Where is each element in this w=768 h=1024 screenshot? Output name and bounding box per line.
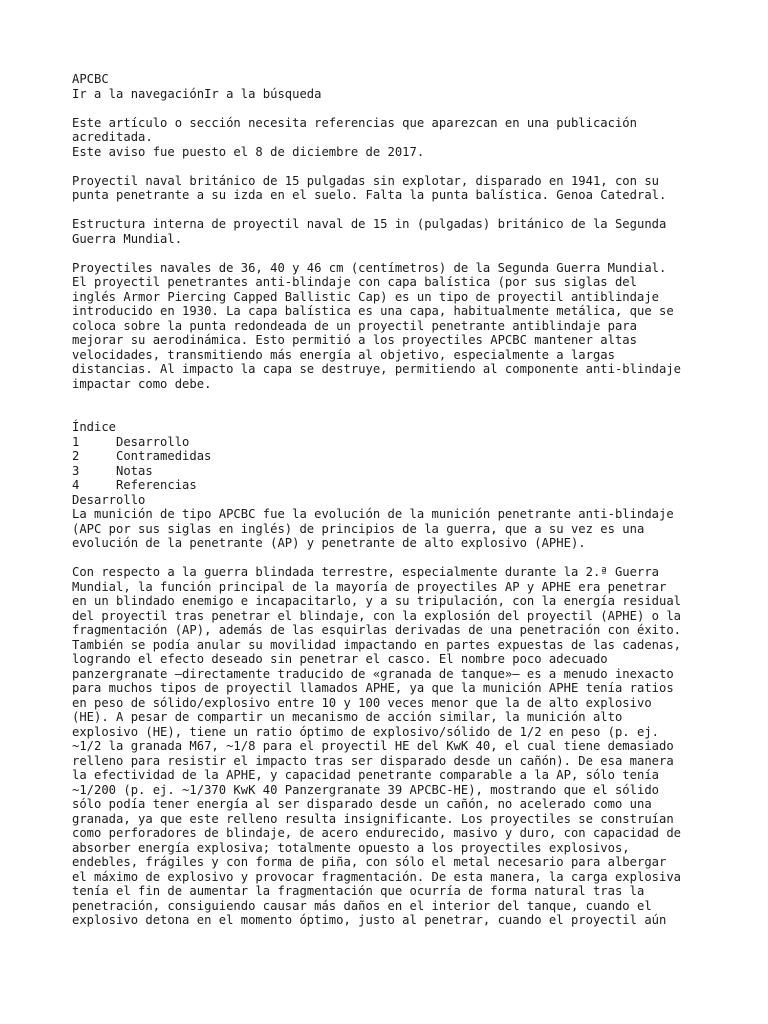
toc-item-referencias[interactable]: [72, 478, 712, 493]
caption-line: Guerra Mundial.: [72, 231, 183, 246]
paragraph-line: en un blindado enemigo e incapacitarlo, y a su tripulación, con la energía residual: [72, 594, 682, 608]
toc-label: Referencias: [116, 478, 197, 492]
section-paragraph-2: [72, 565, 712, 928]
paragraph-line: ~1/200 (p. ej. ~1/370 KwK 40 Panzergranate 39 APCBC-HE), mostrando que el sólido: [72, 782, 659, 797]
paragraph-line: coloca sobre la punta redondeada de un proyectil penetrante antiblindaje para: [72, 318, 637, 333]
intro-paragraph: [72, 261, 712, 392]
paragraph-line: Mundial, la función principal de la mayoría de proyectiles AP y APHE era penetrar: [72, 579, 667, 594]
paragraph-line: mejorar su aerodinámica. Esto permitió a los proyectiles APCBC mantener altas: [72, 333, 637, 347]
toc-number: 1: [72, 434, 80, 449]
document-page: [72, 72, 712, 928]
caption-line: punta penetrante a su izda en el suelo. Falta la punta balística. Genoa Catedral.: [72, 188, 667, 202]
paragraph-line: evolución de la penetrante (AP) y penetrante de alto explosivo (APHE).: [72, 536, 586, 550]
paragraph-line: tenía el fin de aumentar la fragmentación que ocurría de forma natural tras la: [72, 884, 645, 898]
paragraph-line: del proyectil tras penetrar el blindaje, con la explosión del proyectil (APHE) o la: [72, 608, 682, 623]
paragraph-line: penetración, consiguiendo causar más daños en el interior del tanque, cuando el: [72, 898, 652, 913]
paragraph-line: granada, ya que este relleno resulta insignificante. Los proyectiles se construían: [72, 811, 674, 826]
paragraph-line: explosivo (HE), tiene un ratio óptimo de explosivo/sólido de 1/2 en peso (p. ej.: [72, 724, 659, 739]
paragraph-line: en peso de sólido/explosivo entre 10 y 100 veces menor que la de alto explosivo: [72, 695, 652, 710]
paragraph-line: inglés Armor Piercing Capped Ballistic Cap) es un tipo de proyectil antiblindaje: [72, 289, 659, 304]
spacer: [72, 203, 712, 218]
toc-number: 4: [72, 478, 80, 492]
image-caption-1: [72, 174, 712, 203]
toc-label: Notas: [116, 463, 153, 478]
paragraph-line: Con respecto a la guerra blindada terrestre, especialmente durante la 2.ª Guerra: [72, 565, 659, 579]
toc-number: 2: [72, 449, 80, 463]
spacer: [72, 551, 712, 566]
paragraph-line: introducido en 1930. La capa balística es una capa, habitualmente metálica, que se: [72, 304, 674, 318]
caption-line: Proyectil naval británico de 15 pulgadas sin explotar, disparado en 1941, con su: [72, 173, 659, 188]
paragraph-line: También se podía anular su movilidad impactando en partes expuestas de las cadenas,: [72, 637, 682, 652]
toc-item-desarrollo[interactable]: [72, 435, 712, 450]
section-paragraph-1: [72, 507, 712, 551]
paragraph-line: relleno para resistir el impacto tras ser disparado desde un cañón). De esa manera: [72, 753, 674, 768]
paragraph-line: el máximo de explosivo y provocar fragmentación. De esta manera, la carga explosiva: [72, 869, 682, 884]
navigation-links[interactable]: Ir a la navegaciónIr a la búsqueda: [72, 86, 322, 101]
notice-line: Este aviso fue puesto el 8 de diciembre de 2017.: [72, 144, 425, 159]
spacer: [72, 246, 712, 261]
paragraph-line: distancias. Al impacto la capa se destruye, permitiendo al componente anti-blindaje: [72, 362, 682, 376]
paragraph-line: absorber energía explosiva; totalmente opuesto a los proyectiles explosivos,: [72, 840, 630, 855]
toc-item-notas[interactable]: [72, 464, 712, 479]
caption-line: Estructura interna de proyectil naval de 15 in (pulgadas) británico de la Segunda: [72, 217, 667, 231]
paragraph-line: logrando el efecto deseado sin penetrar el casco. El nombre poco adecuado: [72, 652, 608, 666]
toc-item-contramedidas[interactable]: [72, 449, 712, 464]
toc-number: 3: [72, 463, 80, 478]
paragraph-line: para muchos tipos de proyectil llamados APHE, ya que la munición APHE tenía ratios: [72, 681, 674, 695]
paragraph-line: como perforadores de blindaje, de acero endurecido, masivo y duro, con capacidad de: [72, 826, 682, 840]
section-heading: Desarrollo: [72, 492, 146, 507]
paragraph-line: impactar como debe.: [72, 376, 212, 391]
toc-label: Contramedidas: [116, 449, 212, 463]
table-of-contents: [72, 420, 712, 493]
paragraph-line: fragmentación (AP), además de las esquirlas derivadas de una penetración con éxito.: [72, 623, 682, 637]
spacer: [72, 391, 712, 420]
article-title: APCBC: [72, 72, 109, 86]
paragraph-line: ~1/2 la granada M67, ~1/8 para el proyectil HE del KwK 40, el cual tiene demasiado: [72, 739, 674, 753]
paragraph-line: la efectividad de la APHE, y capacidad penetrante comparable a la AP, sólo tenía: [72, 768, 659, 782]
notice-line: acreditada.: [72, 130, 153, 144]
spacer: [72, 159, 712, 174]
spacer: [72, 101, 712, 116]
paragraph-line: panzergranate —directamente traducido de «granada de tanque»— es a menudo inexacto: [72, 666, 674, 681]
paragraph-line: La munición de tipo APCBC fue la evolución de la munición penetrante anti-blindaje: [72, 507, 674, 521]
paragraph-line: sólo podía tener energía al ser disparado desde un cañón, no acelerado como una: [72, 797, 652, 811]
paragraph-line: (APC por sus siglas en inglés) de principios de la guerra, que a su vez es una: [72, 521, 645, 536]
notice-line: Este artículo o sección necesita referencias que aparezcan en una publicación: [72, 115, 637, 130]
toc-label: Desarrollo: [116, 434, 190, 449]
paragraph-line: El proyectil penetrantes anti-blindaje con capa balística (por sus siglas del: [72, 275, 637, 289]
paragraph-line: endebles, frágiles y con forma de piña, con sólo el metal necesario para albergar: [72, 855, 667, 869]
paragraph-line: explosivo detona en el momento óptimo, justo al penetrar, cuando el proyectil aún: [72, 913, 667, 927]
paragraph-line: (HE). A pesar de compartir un mecanismo de acción similar, la munición alto: [72, 710, 623, 724]
references-notice: [72, 116, 712, 160]
paragraph-line: Proyectiles navales de 36, 40 y 46 cm (centímetros) de la Segunda Guerra Mundial.: [72, 260, 667, 275]
toc-title: Índice: [72, 420, 117, 434]
image-caption-2: [72, 217, 712, 246]
paragraph-line: velocidades, transmitiendo más energía al objetivo, especialmente a largas: [72, 347, 615, 362]
